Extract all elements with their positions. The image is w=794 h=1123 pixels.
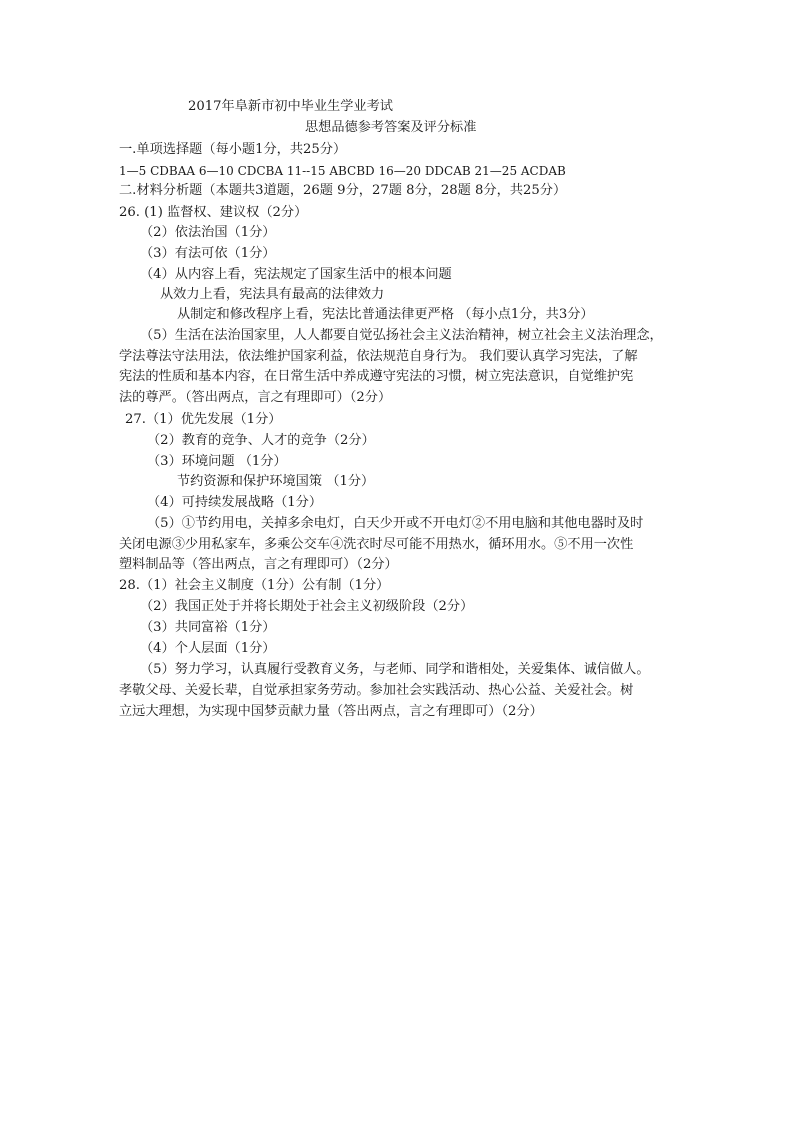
q27-line: （3）环境问题 （1分） [147, 454, 287, 469]
q27-line: 关闭电源③少用私家车，多乘公交车④洗衣时尽可能不用热水，循环用水。⑤不用一次性 [119, 537, 634, 552]
q26-line: 法的尊严。（答出两点，言之有理即可）（2分） [119, 390, 392, 405]
q26-line: （3）有法可依（1分） [140, 246, 276, 261]
q28-line: （5）努力学习，认真履行受教育义务，与老师、同学和谐相处，关爱集体、诚信做人。 [140, 662, 650, 677]
choice-answers: 1—5 CDBAA 6—10 CDCBA 11--15 ABCBD 16—20 DDCAB 21—25 ACDAB [119, 164, 566, 178]
q27-line: （2）教育的竞争、人才的竞争（2分） [147, 433, 375, 448]
q26-line: 学法尊法守法用法，依法维护国家利益，依法规范自身行为。 我们要认真学习宪法，了解 [119, 349, 638, 364]
q27-line: 节约资源和保护环境国策 （1分） [177, 474, 375, 489]
q27-line: （5）①节约用电，关掉多余电灯，白天少开或不开电灯②不用电脑和其他电器时及时 [147, 516, 644, 531]
q28-line: 孝敬父母、关爱长辈，自觉承担家务劳动。参加社会实践活动、热心公益、关爱社会。树 [119, 683, 634, 698]
q26-line: 从制定和修改程序上看，宪法比普通法律更严格 （每小点1分，共3分） [177, 307, 594, 322]
q28-line: 立远大理想，为实现中国梦贡献力量（答出两点，言之有理即可）（2分） [119, 704, 543, 719]
q27-line: 塑料制品等（答出两点，言之有理即可）（2分） [119, 557, 398, 572]
q28-line: （3）共同富裕（1分） [140, 620, 276, 635]
section-heading-part2: 二.材料分析题（本题共3道题，26题 9分，27题 8分，28题 8分，共25分） [119, 183, 567, 198]
q26-line: 从效力上看，宪法具有最高的法律效力 [160, 287, 385, 302]
q26-line: （4）从内容上看，宪法规定了国家生活中的根本问题 [140, 267, 452, 282]
document-subtitle: 思想品德参考答案及评分标准 [305, 120, 477, 135]
q27-line: （4）可持续发展战略（1分） [147, 495, 323, 510]
q26-line: （5）生活在法治国家里，人人都要自觉弘扬社会主义法治精神，树立社会主义法治理念， [140, 328, 663, 343]
q28-line: （2）我国正处于并将长期处于社会主义初级阶段（2分） [140, 599, 474, 614]
q27-line: 27.（1）优先发展（1分） [125, 412, 282, 427]
q26-line: 宪法的性质和基本内容，在日常生活中养成遵守宪法的习惯，树立宪法意识，自觉维护宪 [119, 369, 634, 384]
q26-line: 26. (1) 监督权、建议权（2分） [119, 205, 308, 220]
exam-title: 2017年阜新市初中毕业生学业考试 [188, 99, 393, 114]
section-heading-part1: 一.单项选择题（每小题1分，共25分） [119, 142, 347, 157]
q28-line: 28.（1）社会主义制度（1分）公有制（1分） [119, 578, 390, 593]
q26-line: （2）依法治国（1分） [140, 225, 276, 240]
q28-line: （4）个人层面（1分） [140, 641, 276, 656]
